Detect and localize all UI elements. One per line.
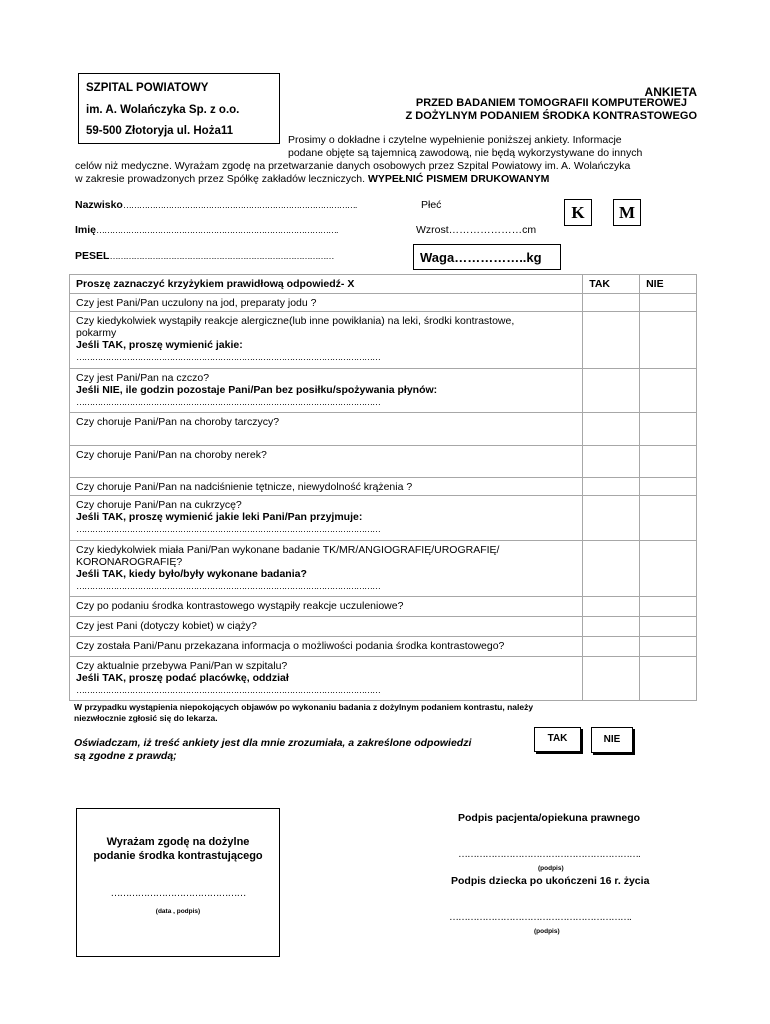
declaration-nie-box[interactable]: NIE <box>591 727 633 753</box>
gender-label: Płeć <box>421 199 442 211</box>
weight-field[interactable] <box>413 244 561 270</box>
patient-signature-label: Podpis pacjenta/opiekuna prawnego <box>458 812 641 824</box>
answer-tak-9[interactable] <box>583 597 640 617</box>
intro-print-instruction: WYPEŁNIĆ PISMEM DRUKOWANYM <box>367 173 550 185</box>
answer-tak-10[interactable] <box>583 617 640 637</box>
gender-m-box[interactable]: M <box>613 199 641 226</box>
question-5: Czy choruje Pani/Pan na choroby nerek? <box>70 446 583 478</box>
question-3-followup: Jeśli NIE, ile godzin pozostaje Pani/Pan bez posiłku/spożywania płynów: <box>76 384 438 396</box>
pesel-label: PESEL <box>75 250 110 262</box>
answer-nie-6[interactable] <box>640 478 697 496</box>
intro-line-1: Prosimy o dokładne i czytelne wypełnienie poniższej ankiety. Informacje <box>288 134 622 146</box>
question-row-1 <box>70 294 697 312</box>
question-row-10 <box>70 617 697 637</box>
question-2-text-a: Czy kiedykolwiek wystąpiły reakcje alergiczne(lub inne powikłania) na leki, środki kontrastowe, <box>76 315 515 327</box>
answer-nie-12[interactable] <box>640 657 697 701</box>
intro-line-4 <box>75 173 549 186</box>
consent-line-1: Wyrażam zgodę na dożylne <box>106 836 250 848</box>
hospital-info-box <box>78 73 280 144</box>
question-row-9 <box>70 597 697 617</box>
form-title: ANKIETA <box>644 85 697 99</box>
question-12 <box>70 657 583 701</box>
question-8-answer-line[interactable]: …………………………………………………………………………………………………… <box>76 581 380 591</box>
question-2-answer-line[interactable]: …………………………………………………………………………………………………… <box>76 352 380 362</box>
first-name-label: Imię <box>75 224 97 236</box>
answer-tak-11[interactable] <box>583 637 640 657</box>
question-8-followup: Jeśli TAK, kiedy było/były wykonane badania? <box>76 568 307 580</box>
warning-line-1: W przypadku wystąpienia niepokojących objawów po wykonaniu badania z dożylnym podaniem kontrastu, należy <box>74 702 534 712</box>
question-9: Czy po podaniu środka kontrastowego wystąpiły reakcje uczuleniowe? <box>70 597 583 617</box>
declaration-statement <box>74 737 471 763</box>
question-7-answer-line[interactable]: …………………………………………………………………………………………………… <box>76 524 380 534</box>
question-6: Czy choruje Pani/Pan na nadciśnienie tętnicze, niewydolność krążenia ? <box>70 478 583 496</box>
declaration-line-2: są zgodne z prawdą; <box>74 750 177 762</box>
question-11: Czy została Pani/Panu przekazana informacja o możliwości podania środka kontrastowego? <box>70 637 583 657</box>
question-row-8 <box>70 541 697 597</box>
child-signature-label: Podpis dziecka po ukończeni 16 r. życia <box>451 875 650 887</box>
consent-signature-caption: (data , podpis) <box>155 908 201 915</box>
col-tak-header: TAK <box>583 275 640 294</box>
question-7 <box>70 496 583 541</box>
surname-field[interactable] <box>75 199 356 211</box>
answer-tak-8[interactable] <box>583 541 640 597</box>
patient-signature-line[interactable]: ……………………………………………………. <box>458 849 640 860</box>
question-12-followup: Jeśli TAK, proszę podać placówkę, oddział <box>76 672 289 684</box>
answer-tak-4[interactable] <box>583 413 640 446</box>
hospital-legal-name: im. A. Wolańczyka Sp. z o.o. <box>86 104 240 116</box>
answer-nie-3[interactable] <box>640 369 697 413</box>
question-2-text-b: pokarmy <box>76 327 117 339</box>
answer-nie-10[interactable] <box>640 617 697 637</box>
consent-line-2: podanie środka kontrastującego <box>93 850 263 862</box>
question-3 <box>70 369 583 413</box>
form-subtitle-2: Z DOŻYLNYM PODANIEM ŚRODKA KONTRASTOWEGO <box>405 110 697 122</box>
question-row-3 <box>70 369 697 413</box>
question-row-5 <box>70 446 697 478</box>
col-nie-header: NIE <box>640 275 697 294</box>
answer-tak-2[interactable] <box>583 312 640 369</box>
table-header-row <box>70 275 697 294</box>
consent-signature-line[interactable]: ……………………………………… <box>110 888 246 899</box>
answer-tak-12[interactable] <box>583 657 640 701</box>
intro-line-3: celów niż medyczne. Wyrażam zgodę na przetwarzanie danych osobowych przez Szpital Powiatowy im. A. Wolańczyka <box>75 160 631 172</box>
consent-text <box>77 835 279 863</box>
height-field[interactable]: Wzrost…………………cm <box>416 224 537 236</box>
intro-line-4-text: w zakresie prowadzonych przez Spółkę zakładów leczniczych. <box>75 173 368 185</box>
answer-tak-6[interactable] <box>583 478 640 496</box>
answer-nie-4[interactable] <box>640 413 697 446</box>
form-subtitle-1: PRZED BADANIEM TOMOGRAFII KOMPUTEROWEJ <box>415 97 687 109</box>
question-3-text: Czy jest Pani/Pan na czczo? <box>76 372 210 384</box>
question-row-2 <box>70 312 697 369</box>
question-row-6 <box>70 478 697 496</box>
question-row-4 <box>70 413 697 446</box>
question-row-7 <box>70 496 697 541</box>
question-10: Czy jest Pani (dotyczy kobiet) w ciąży? <box>70 617 583 637</box>
first-name-field[interactable] <box>75 224 338 236</box>
question-2-followup: Jeśli TAK, proszę wymienić jakie: <box>76 339 243 351</box>
question-row-12 <box>70 657 697 701</box>
child-signature-line[interactable]: ……………………………………………………. <box>449 912 631 923</box>
question-1: Czy jest Pani/Pan uczulony na jod, preparaty jodu ? <box>70 294 583 312</box>
hospital-name: SZPITAL POWIATOWY <box>86 82 209 94</box>
answer-tak-3[interactable] <box>583 369 640 413</box>
declaration-tak-box[interactable]: TAK <box>534 727 581 752</box>
answer-nie-1[interactable] <box>640 294 697 312</box>
warning-line-2: niezwłocznie zgłosić się do lekarza. <box>74 713 218 723</box>
question-8 <box>70 541 583 597</box>
answer-nie-2[interactable] <box>640 312 697 369</box>
answer-nie-8[interactable] <box>640 541 697 597</box>
intro-line-2: podane objęte są tajemnicą zawodową, nie będą wykorzystywane do innych <box>288 147 643 159</box>
answer-nie-5[interactable] <box>640 446 697 478</box>
surname-label: Nazwisko <box>75 199 123 211</box>
answer-tak-5[interactable] <box>583 446 640 478</box>
answer-nie-7[interactable] <box>640 496 697 541</box>
gender-k-box[interactable]: K <box>564 199 592 226</box>
answer-nie-11[interactable] <box>640 637 697 657</box>
table-instruction: Proszę zaznaczyć krzyżykiem prawidłową odpowiedź- X <box>70 275 583 294</box>
questionnaire-table <box>69 274 697 701</box>
contrast-warning <box>74 702 674 724</box>
answer-tak-1[interactable] <box>583 294 640 312</box>
contrast-consent-box <box>76 808 280 957</box>
question-2 <box>70 312 583 369</box>
answer-tak-7[interactable] <box>583 496 640 541</box>
question-8-text-b: KORONAROGRAFIĘ? <box>76 556 183 568</box>
pesel-dots: ………………………………………………………………………… <box>109 251 334 261</box>
question-12-answer-line[interactable]: …………………………………………………………………………………………………… <box>76 685 380 695</box>
question-12-text: Czy aktualnie przebywa Pani/Pan w szpitalu? <box>76 660 288 672</box>
patient-signature-caption: (podpis) <box>538 865 564 872</box>
question-8-text-a: Czy kiedykolwiek miała Pani/Pan wykonane badanie TK/MR/ANGIOGRAFIĘ/UROGRAFIĘ/ <box>76 544 500 556</box>
question-3-answer-line[interactable]: …………………………………………………………………………………………………… <box>76 397 380 407</box>
question-4: Czy choruje Pani/Pan na choroby tarczycy? <box>70 413 583 446</box>
question-7-followup: Jeśli TAK, proszę wymienić jakie leki Pani/Pan przyjmuje: <box>76 511 363 523</box>
hospital-address: 59-500 Złotoryja ul. Hoża11 <box>86 125 234 137</box>
question-7-text: Czy choruje Pani/Pan na cukrzycę? <box>76 499 242 511</box>
surname-dots: ……………………………………………………………………………. <box>122 200 357 210</box>
answer-nie-9[interactable] <box>640 597 697 617</box>
child-signature-caption: (podpis) <box>534 928 560 935</box>
declaration-line-1: Oświadczam, iż treść ankiety jest dla mnie zrozumiała, a zakreślone odpowiedzi <box>74 737 472 749</box>
first-name-dots: ………………………………………………………………………………. <box>96 225 338 235</box>
question-row-11 <box>70 637 697 657</box>
pesel-field[interactable] <box>75 250 333 262</box>
weight-label: Waga……………..kg <box>420 250 542 265</box>
